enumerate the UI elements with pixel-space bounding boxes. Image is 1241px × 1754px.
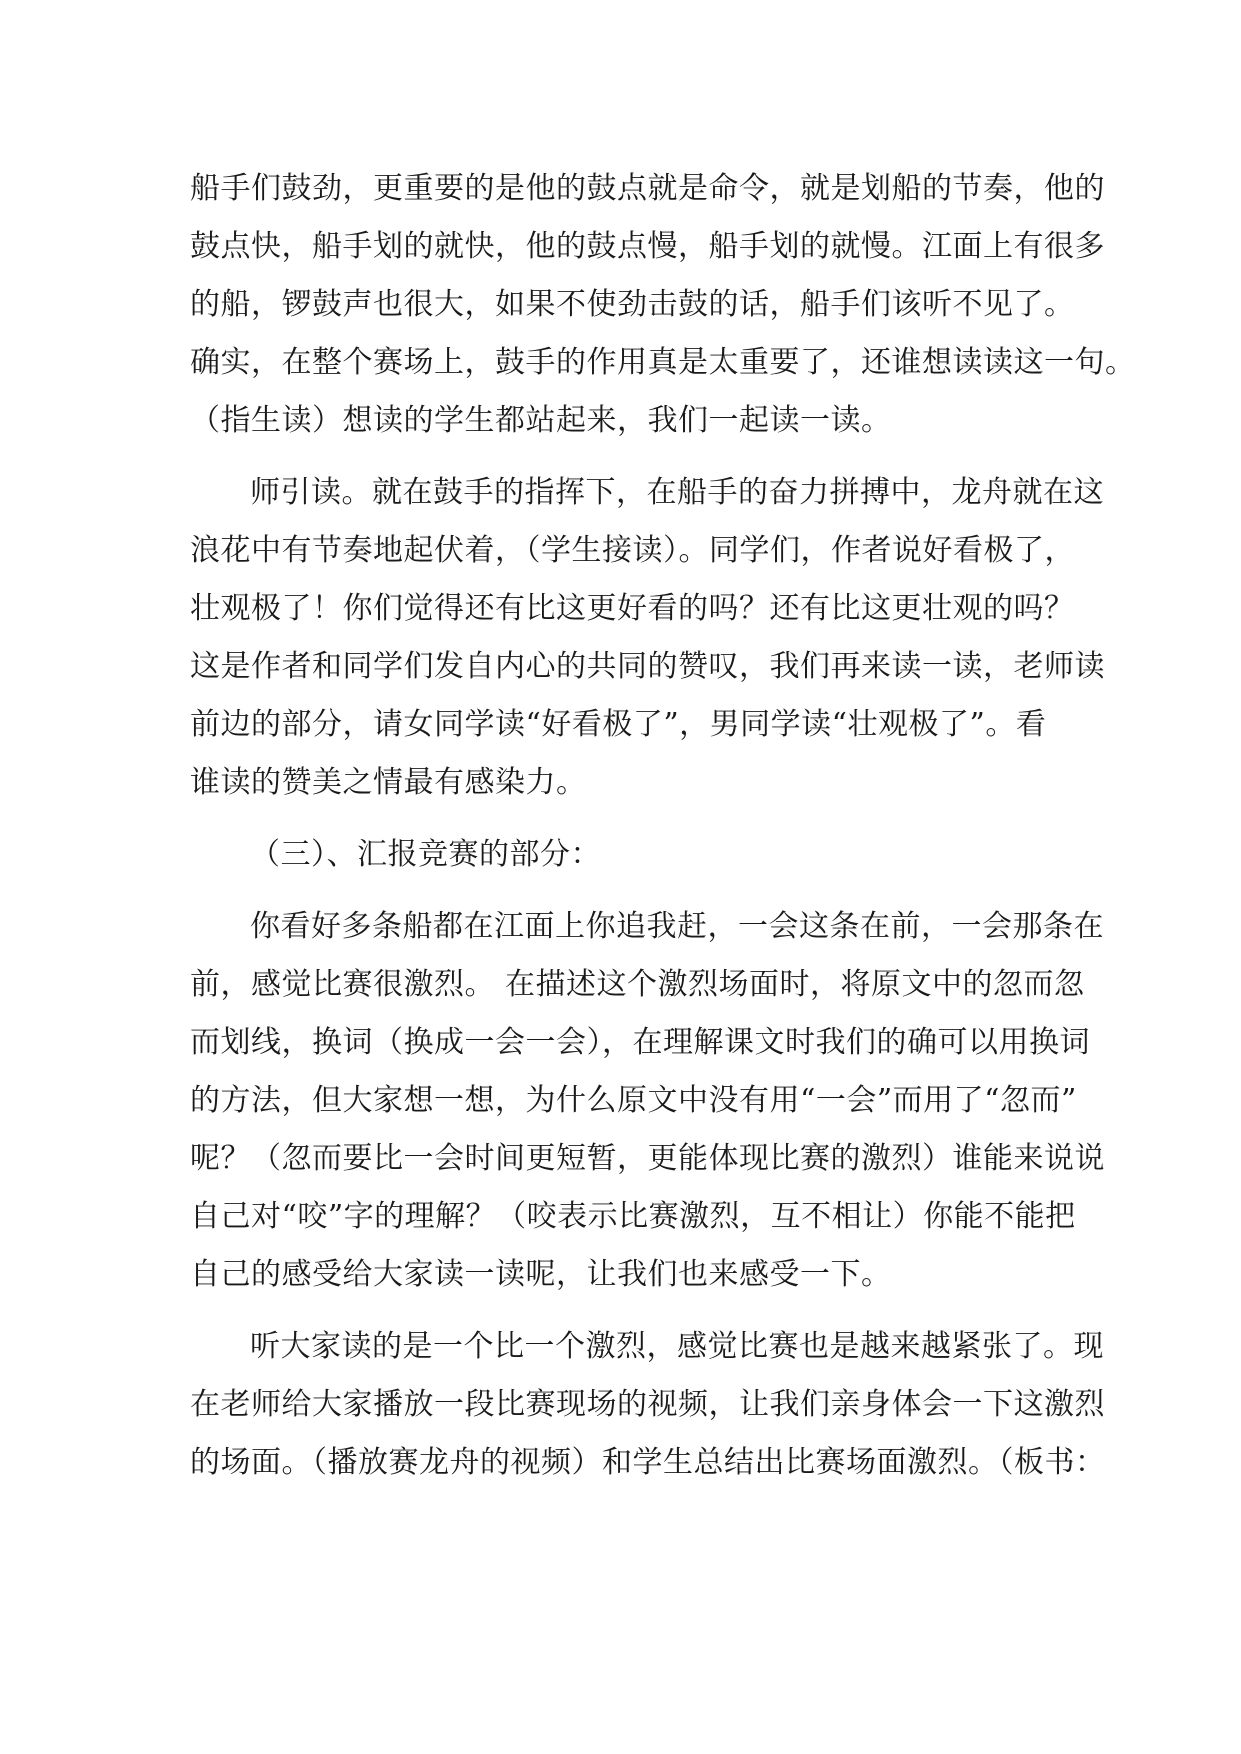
paragraph-1-line-3: 的船，锣鼓声也很大，如果不使劲击鼓的话，船手们该听不见了。 [190,287,1075,322]
paragraph-3-line-6: 自己对“咬”字的理解？（咬表示比赛激烈，互不相让）你能不能把 [190,1199,1076,1234]
paragraph-1-line-1: 船手们鼓劲，更重要的是他的鼓点就是命令，就是划船的节奏，他的 [190,171,1105,206]
paragraph-2-line-6: 谁读的赞美之情最有感染力。 [190,765,587,800]
paragraph-4-line-1: 听大家读的是一个比一个激烈，感觉比赛也是越来越紧张了。现 [250,1329,1104,1364]
paragraph-3-line-3: 而划线，换词（换成一会一会），在理解课文时我们的确可以用换词 [190,1025,1090,1060]
paragraph-2-line-5: 前边的部分，请女同学读“好看极了”，男同学读“壮观极了”。看 [190,707,1047,742]
section-heading: （三）、汇报竞赛的部分： [250,837,601,872]
paragraph-1-line-4: 确实，在整个赛场上，鼓手的作用真是太重要了，还谁想读读这一句。 [190,345,1136,380]
paragraph-3-line-4: 的方法，但大家想一想，为什么原文中没有用“一会”而用了“忽而” [190,1083,1077,1118]
paragraph-3-line-2: 前，感觉比赛很激烈。 在描述这个激烈场面时，将原文中的忽而忽 [190,967,1085,1002]
paragraph-3-line-5: 呢？（忽而要比一会时间更短暂，更能体现比赛的激烈）谁能来说说 [190,1141,1105,1176]
body-text [190,160,1136,1492]
paragraph-3-line-7: 自己的感受给大家读一读呢，让我们也来感受一下。 [190,1257,892,1292]
paragraph-4-line-3: 的场面。（播放赛龙舟的视频）和学生总结出比赛场面激烈。（板书： [190,1445,1106,1480]
paragraph-2-line-1: 师引读。就在鼓手的指挥下，在船手的奋力拼搏中，龙舟就在这 [250,475,1104,510]
paragraph-1-line-5: （指生读）想读的学生都站起来，我们一起读一读。 [190,403,892,438]
paragraph-3-line-1: 你看好多条船都在江面上你追我赶，一会这条在前，一会那条在 [250,909,1104,944]
paragraph-2-line-3: 壮观极了！你们觉得还有比这更好看的吗？还有比这更壮观的吗？ [190,591,1075,626]
paragraph-1-line-2: 鼓点快，船手划的就快，他的鼓点慢，船手划的就慢。江面上有很多 [190,229,1105,264]
paragraph-4-line-2: 在老师给大家播放一段比赛现场的视频，让我们亲身体会一下这激烈 [190,1387,1105,1422]
paragraph-2-line-4: 这是作者和同学们发自内心的共同的赞叹，我们再来读一读，老师读 [190,649,1105,684]
paragraph-2-line-2: 浪花中有节奏地起伏着，（学生接读）。同学们，作者说好看极了， [190,533,1075,568]
